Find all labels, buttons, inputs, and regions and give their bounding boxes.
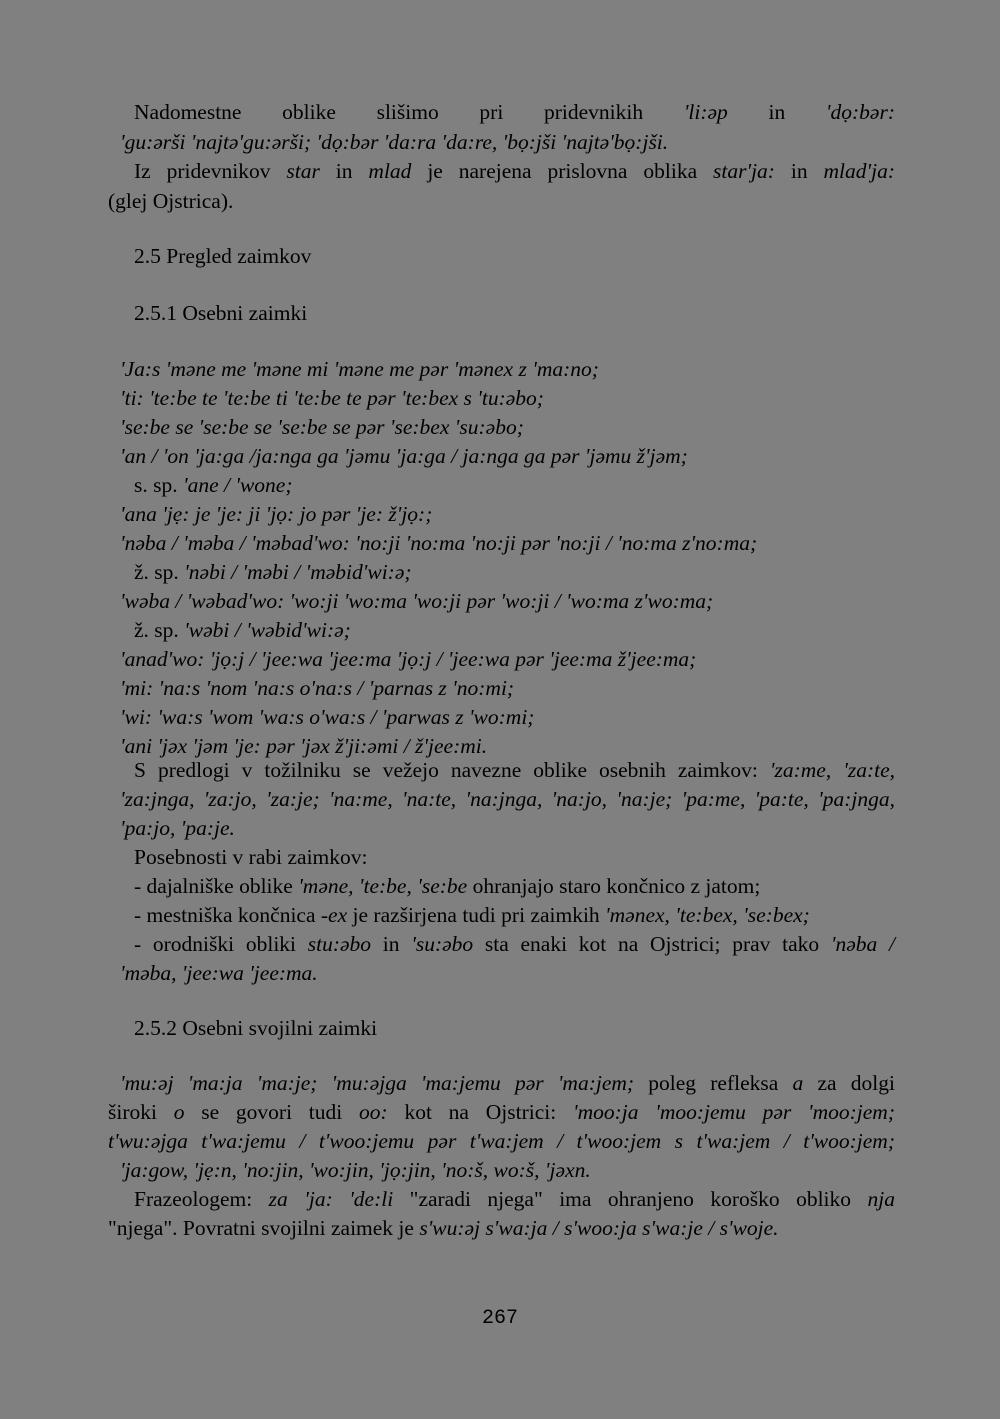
text-line: 'pa:jo, 'pa:je. bbox=[120, 816, 235, 840]
paradigm-line: 'wi: 'wa:s 'wom 'wa:s o'wa:s / 'parwas z 'wo:mi; bbox=[120, 705, 535, 729]
subsection-heading: 2.5.1 Osebni zaimki bbox=[134, 301, 308, 325]
text-line: 'mu:əj 'ma:ja 'ma:je; 'mu:əjga 'ma:jemu pər 'ma:jem; poleg refleksa a za dolgi bbox=[120, 1071, 895, 1095]
text-line: S predlogi v tožilniku se vežejo navezne oblike osebnih zaimkov: 'za:me, 'za:te, bbox=[134, 758, 895, 782]
text-line: t'wu:əjga t'wa:jemu / t'woo:jemu pər t'wa:jem / t'woo:jem s t'wa:jem / t'woo:jem; bbox=[108, 1129, 895, 1153]
text-line: (glej Ojstrica). bbox=[108, 189, 234, 213]
paradigm-line: 'an / 'on 'ja:ga /ja:nga ga 'jəmu 'ja:ga / ja:nga ga pər 'jəmu ž'jəm; bbox=[120, 444, 688, 468]
text-line: 'ja:gow, 'jẹ:n, 'no:jin, 'wo:jin, 'jọ:jin, 'no:š, wo:š, 'jəxn. bbox=[120, 1158, 591, 1182]
text-line: Frazeologem: za 'ja: 'de:li "zaradi njega" ima ohranjeno koroško obliko nja bbox=[134, 1187, 895, 1211]
bullet-line: - dajalniške oblike 'məne, 'te:be, 'se:be ohranjajo staro končnico z jatom; bbox=[134, 874, 761, 898]
page-number: 267 bbox=[481, 1307, 518, 1330]
text-line: 'za:jnga, 'za:jo, 'za:je; 'na:me, 'na:te, 'na:jnga, 'na:jo, 'na:je; 'pa:me, 'pa:te, 'pa:jnga, bbox=[120, 787, 895, 811]
bullet-line: - orodniški obliki stu:əbo in 'su:əbo sta enaki kot na Ojstrici; prav tako 'nəba / bbox=[134, 932, 895, 956]
text-line: Nadomestne oblike slišimo pri pridevnikih 'li:əp in 'dọ:bər: bbox=[134, 100, 895, 124]
paradigm-line: 'se:be se 'se:be se 'se:be se pər 'se:bex 'su:əbo; bbox=[120, 415, 524, 439]
paradigm-line: 'mi: 'na:s 'nom 'na:s o'na:s / 'parnas z 'no:mi; bbox=[120, 676, 515, 700]
subsection-heading: 2.5.2 Osebni svojilni zaimki bbox=[134, 1016, 378, 1040]
paradigm-line: 'Ja:s 'məne me 'məne mi 'məne me pər 'mənex z 'ma:no; bbox=[120, 357, 599, 381]
text-line: Posebnosti v rabi zaimkov: bbox=[134, 845, 368, 869]
text-line: "njega". Povratni svojilni zaimek je s'wu:əj s'wa:ja / s'woo:ja s'wa:je / s'woje. bbox=[108, 1216, 779, 1240]
section-heading: 2.5 Pregled zaimkov bbox=[134, 244, 312, 268]
text-line: 'gu:ərši 'najtə'gu:ərši; 'dọ:bər 'da:ra 'da:re, 'bọ:jši 'najtə'bọ:jši. bbox=[120, 130, 669, 154]
paradigm-line: 'ana 'jẹ: je 'je: ji 'jọ: jo pər 'je: ž'jọ:; bbox=[120, 502, 433, 526]
paradigm-line: 'wəba / 'wəbad'wo: 'wo:ji 'wo:ma 'wo:ji pər 'wo:ji / 'wo:ma z'wo:ma; bbox=[120, 589, 714, 613]
paradigm-line: 'anad'wo: 'jọ:j / 'jee:wa 'jee:ma 'jọ:j / 'jee:wa pər 'jee:ma ž'jee:ma; bbox=[120, 647, 697, 671]
gender-variant-line: ž. sp. 'wəbi / 'wəbid'wi:ə; bbox=[134, 618, 351, 642]
paradigm-line: 'ani 'jəx 'jəm 'je: pər 'jəx ž'ji:əmi / ž'jee:mi. bbox=[120, 734, 488, 758]
paradigm-line: 'nəba / 'məba / 'məbad'wo: 'no:ji 'no:ma 'no:ji pər 'no:ji / 'no:ma z'no:ma; bbox=[120, 531, 758, 555]
paradigm-line: 'ti: 'te:be te 'te:be ti 'te:be te pər 'te:bex s 'tu:əbo; bbox=[120, 386, 544, 410]
bullet-line: - mestniška končnica -ex je razširjena tudi pri zaimkih 'mənex, 'te:bex, 'se:bex; bbox=[134, 903, 810, 927]
text-line: široki o se govori tudi oo: kot na Ojstrici: 'moo:ja 'moo:jemu pər 'moo:jem; bbox=[108, 1100, 895, 1124]
text-line: Iz pridevnikov star in mlad je narejena prislovna oblika star'ja: in mlad'ja: bbox=[134, 159, 895, 183]
text-line: 'məba, 'jee:wa 'jee:ma. bbox=[120, 961, 318, 985]
gender-variant-line: s. sp. 'ane / 'wone; bbox=[134, 473, 293, 497]
gender-variant-line: ž. sp. 'nəbi / 'məbi / 'məbid'wi:ə; bbox=[134, 560, 412, 584]
